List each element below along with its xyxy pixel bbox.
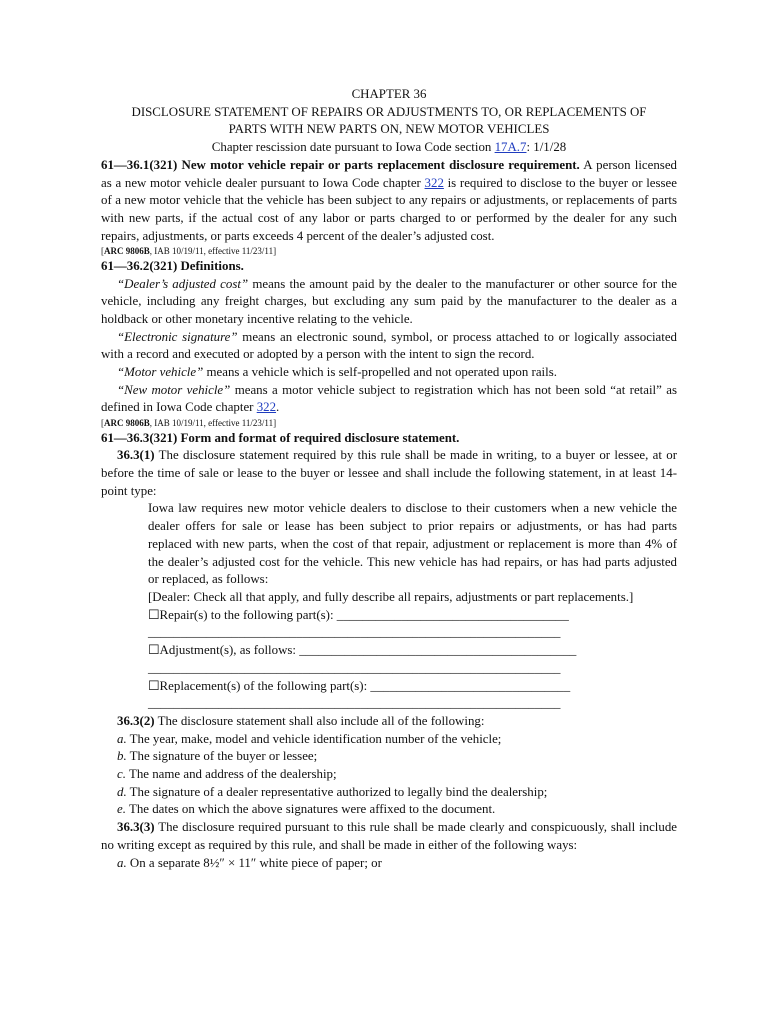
definition-motor-vehicle: “Motor vehicle” means a vehicle which is self-propelled and not operated upon rails. (117, 365, 557, 380)
subrule-36-3-1: 36.3(1) The disclosure statement required by this rule shall be made in writing, to a buyer or lessee, at or before the time of sale or lease to the buyer or lessee and shall include the following statement, in at least 14-point type: (101, 448, 677, 498)
blank-line-1: ________________________________________________________________ (148, 625, 561, 640)
rule-36-3-heading: 61—36.3(321) Form and format of required disclosure statement. (101, 430, 460, 445)
list-item: a. The year, make, model and vehicle identification number of the vehicle; (117, 731, 502, 746)
definition-new-motor-vehicle: “New motor vehicle” means a motor vehicle subject to registration which has not been sold “at retail” as defined in Iowa Code chapter 322. (101, 382, 677, 415)
subrule-36-3-3: 36.3(3) The disclosure required pursuant to this rule shall be made clearly and conspicuously, shall include no writing except as required by this rule, and shall be made in either of the following ways: (101, 820, 677, 852)
list-item: e. The dates on which the above signatures were affixed to the document. (117, 802, 496, 817)
chapter-title-line-1: DISCLOSURE STATEMENT OF REPAIRS OR ADJUSTMENTS TO, OR REPLACEMENTS OF (131, 104, 647, 119)
chapter-heading: CHAPTER 36 (351, 87, 427, 101)
rule-36-2-heading: 61—36.2(321) Definitions. (101, 258, 244, 273)
list-item: a. On a separate 8½″ × 11″ white piece of paper; or (117, 855, 382, 870)
chapter-title-line-2: PARTS WITH NEW PARTS ON, NEW MOTOR VEHICLES (228, 122, 550, 137)
rescission-line: Chapter rescission date pursuant to Iowa Code section 17A.7: 1/1/28 (211, 140, 567, 155)
blank-line-2: ________________________________________________________________ (148, 660, 561, 675)
statement-paragraph: Iowa law requires new motor vehicle dealers to disclose to their customers when a new vehicle the dealer offers for sale or lease has been subject to prior repairs or adjustments, or has had parts replaced with new parts, when the cost of that repair, adjustment or replacement is more than 4% of the dealer’s adjusted cost for the vehicle. This new vehicle has had repairs, or has had parts adjusted or replaced, as follows: (148, 501, 677, 587)
rule-36-1: 61—36.1(321) New motor vehicle repair or parts replacement disclosure requirement. A person licensed as a new motor vehicle dealer pursuant to Iowa Code chapter 322 is required to disclose to the buyer or lessee of a new motor vehicle that the vehicle has been subject to any repairs or adjustments, or replacements of parts with new parts, if the actual cost of any labor or parts charged to or performed by the dealer for any such repairs, adjustments, or parts exceeds 4 percent of the dealer’s adjusted cost. (101, 157, 677, 243)
adjustment-checkbox-line: ☐Adjustment(s), as follows: ___________________________________________ (148, 643, 577, 658)
blank-line-3: ________________________________________________________________ (148, 696, 561, 711)
disclosure-statement-block (148, 500, 677, 712)
code-section-link[interactable]: 17A.7 (494, 140, 527, 155)
list-item: d. The signature of a dealer representative authorized to legally bind the dealership; (117, 784, 548, 799)
list-item: b. The signature of the buyer or lessee; (117, 749, 318, 764)
replacement-checkbox-line: ☐Replacement(s) of the following part(s): _______________________________ (148, 678, 571, 693)
chapter-322-link-2[interactable]: 322 (256, 400, 277, 415)
rule-36-1-source-note: [ARC 9806B, IAB 10/19/11, effective 11/23/11] (101, 246, 277, 257)
chapter-322-link[interactable]: 322 (424, 175, 444, 190)
repair-checkbox-line: ☐Repair(s) to the following part(s): ____________________________________ (148, 607, 569, 622)
definition-electronic-signature: “Electronic signature” means an electronic sound, symbol, or process attached to or logically associated with a record and executed or adopted by a person with the intent to sign the record. (101, 329, 678, 362)
rule-36-1-heading: 61—36.1(321) New motor vehicle repair or parts replacement disclosure requirement. (101, 157, 580, 172)
rule-36-2-source-note: [ARC 9806B, IAB 10/19/11, effective 11/23/11] (101, 418, 277, 429)
list-item: c. The name and address of the dealership; (117, 767, 337, 782)
definition-dealers-adjusted-cost: “Dealer’s adjusted cost” means the amount paid by the dealer to the manufacturer or other source for the vehicle, including any freight charges, but excluding any sum paid by the manufacturer to the dealer as a holdback or other monetary incentive relating to the vehicle. (101, 276, 677, 326)
dealer-instruction: [Dealer: Check all that apply, and fully describe all repairs, adjustments or part replacements.] (148, 589, 634, 604)
document-page (101, 86, 677, 872)
subrule-36-3-2: 36.3(2) The disclosure statement shall also include all of the following: (117, 713, 485, 728)
